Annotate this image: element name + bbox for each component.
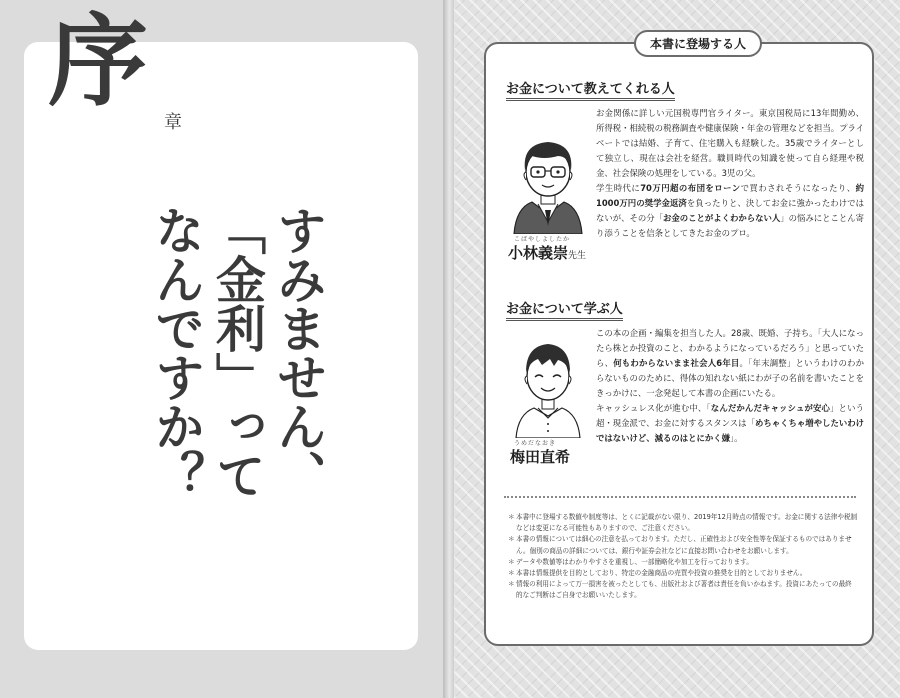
teacher-bio-paragraph-2 (596, 181, 864, 241)
teacher-name: 小林義崇 (508, 244, 569, 262)
learner-bio (596, 326, 864, 446)
note-text: 本書は情報提供を目的としており、特定の金融商品の売買や投資の推奨を目的としておりません。 (516, 569, 807, 578)
bio-text: 」という超・現金派で、お金に対するスタンスは「 (596, 403, 864, 428)
right-page (454, 0, 900, 698)
bio-text: 」の悩みにとことん寄り添うことを信条としてきたお金のプロ。 (596, 213, 864, 238)
learner-furigana: うめだなおき (514, 440, 557, 447)
bio-emphasis: お金のことがよくわからない人 (663, 213, 781, 223)
chapter-title (138, 205, 328, 635)
learner-bio-paragraph-2 (596, 401, 864, 446)
man-with-glasses-and-suit-illustration (508, 122, 588, 238)
note-asterisk: ＊ (508, 513, 515, 521)
young-man-illustration (508, 326, 588, 442)
teacher-furigana: こばやしよしたか (514, 236, 571, 243)
learner-name-block (510, 446, 570, 467)
note-asterisk: ＊ (508, 535, 515, 544)
bio-emphasis: めちゃくちゃ増やしたいわけではないけど、減るのはとにかく嫌 (596, 418, 864, 443)
bio-text: 」。 (730, 433, 743, 443)
note-asterisk: ＊ (508, 569, 515, 578)
chapter-label-small: 章 (164, 112, 182, 133)
note-asterisk: ＊ (508, 580, 515, 589)
note-item (508, 534, 858, 556)
chapter-title-line-3: なんですか？ (147, 205, 205, 499)
notes-list (508, 512, 858, 602)
teacher-honorific: 先生 (568, 251, 587, 261)
box-title: 本書に登場する人 (634, 30, 762, 57)
bio-emphasis: 70万円超の布団をローン (640, 183, 741, 193)
section-heading-teacher: お金について教えてくれる人 (506, 78, 675, 101)
teacher-name-block (508, 242, 586, 263)
bio-text: 。「年末調整」というわけのわからないもののために、得体の知れない紙にわが子の名前を書いたことをきっかけに、一念発起して本書の企画にいたる。 (596, 358, 865, 398)
bio-text: で買わされそうになったり、 (740, 183, 856, 193)
bio-text: この本の企画・編集を担当した人。28歳、既婚、子持ち。「大人になったら株とか投資のこと、わかるようになっているだろう」と思っていたら、 (596, 328, 864, 368)
note-item (508, 512, 858, 534)
teacher-bio (596, 106, 864, 241)
chapter-title-line-1: すみません、 (269, 205, 327, 499)
learner-name: 梅田直希 (510, 448, 571, 466)
notes-divider (504, 496, 856, 498)
teacher-bio-paragraph-1: お金関係に詳しい元国税専門官ライター。東京国税局に13年間勤め、所得税・相続税の税務調査や健康保険・年金の管理などを担当。プライベートでは結婚、子育て、住宅購入も経験した。35歳でライターとして独立し、現在は会社を経営。職員時代の知識を使って自ら経理や税金、社会保険の処理をしている。3児の父。 (596, 108, 864, 178)
left-page (0, 0, 448, 698)
bio-emphasis: 約1000万円の奨学金返済 (596, 183, 864, 208)
learner-bio-paragraph-1 (596, 326, 864, 401)
note-item (508, 557, 858, 568)
characters-box (484, 37, 874, 646)
bio-emphasis: なんだかんだキャッシュが安心 (710, 403, 831, 413)
section-heading-learner: お金について学ぶ人 (506, 298, 623, 321)
note-item (508, 568, 858, 579)
note-asterisk: ＊ (508, 557, 515, 566)
chapter-title-line-2: 「金利」って (208, 205, 266, 499)
chapter-label-big: 序 (48, 3, 148, 120)
note-item (508, 579, 858, 601)
note-text: 本書中に登場する数値や制度等は、とくに記載がない限り、2019年12月時点の情報です。お金に関する法律や税制などは変更になる可能性もありますので、ご注意ください。 (516, 513, 858, 533)
bio-text: を負ったりと、決してお金に強かったわけではないが、その分「 (596, 198, 864, 223)
bio-text: 学生時代に (596, 183, 641, 193)
note-text: 情報の利用によって万一損害を被ったとしても、出版社および著者は責任を負いかねます。投資にあたっての最終的なご判断はご自身でお願いいたします。 (516, 580, 852, 600)
note-text: データや数値等はわかりやすさを重視し、一部簡略化や加工を行っております。 (516, 557, 753, 566)
note-text: 本書の情報については細心の注意を払っております。ただし、正確性および安全性等を保証するものではありません。個別の商品の詳細については、銀行や証券会社などに直接お問い合わせをお願いします。 (516, 535, 852, 555)
bio-text: キャッシュレス化が進む中、「 (596, 403, 711, 413)
bio-emphasis: 何もわからないまま社会人6年目 (613, 358, 740, 368)
